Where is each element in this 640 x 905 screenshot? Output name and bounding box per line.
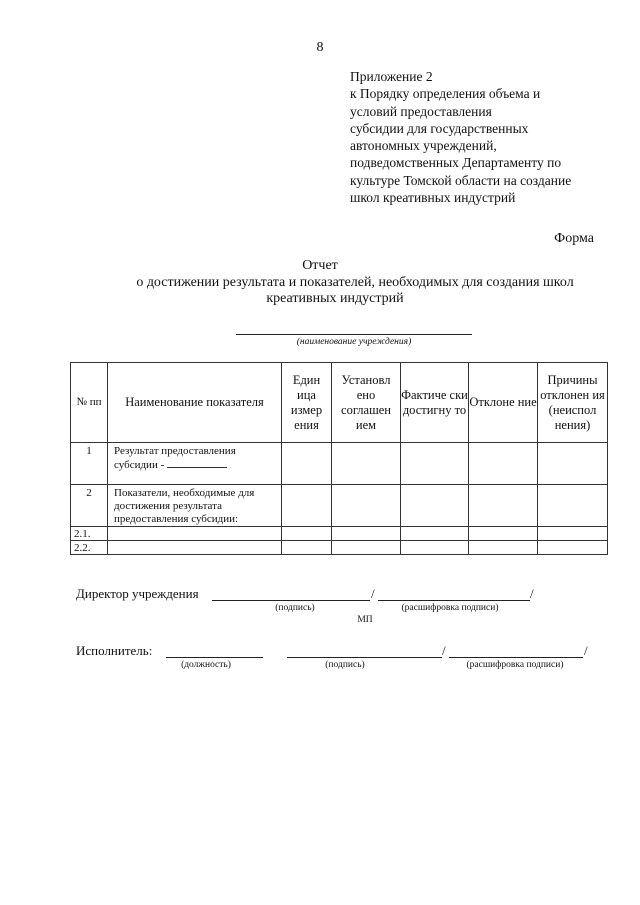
executor-signature-line[interactable] — [287, 657, 442, 658]
table-cell[interactable] — [282, 443, 332, 485]
table-cell[interactable] — [332, 527, 401, 541]
table-cell[interactable] — [108, 541, 282, 555]
director-signature-line[interactable] — [212, 600, 370, 601]
decoding-caption: (расшифровка подписи) — [466, 660, 564, 670]
table-cell[interactable] — [332, 485, 401, 527]
title-line-2: о достижении результата и показателей, необходимых для создания школ — [136, 274, 574, 290]
annex-header — [350, 68, 610, 206]
stamp-mark: МП — [357, 615, 373, 625]
signature-caption: (подпись) — [275, 603, 315, 613]
table-cell[interactable] — [282, 541, 332, 555]
annex-line: субсидии для государственных — [350, 120, 529, 136]
slash-separator: / — [442, 643, 446, 658]
table-cell[interactable] — [282, 485, 332, 527]
header-cell: Наименование показателя — [108, 363, 282, 443]
annex-line: подведомственных Департаменту по — [350, 155, 562, 171]
signature-caption: (подпись) — [325, 660, 365, 670]
table-cell[interactable] — [538, 443, 608, 485]
table-cell[interactable] — [401, 443, 469, 485]
annex-line: к Порядку определения объема и — [350, 86, 541, 102]
page-number: 8 — [316, 40, 324, 55]
annex-line: школ креативных индустрий — [350, 190, 516, 206]
table-cell[interactable] — [332, 541, 401, 555]
form-label: Форма — [554, 231, 594, 246]
table-row — [71, 541, 608, 555]
fill-in-line — [167, 458, 227, 468]
table-cell[interactable] — [538, 527, 608, 541]
title-line-1: Отчет — [302, 258, 338, 273]
annex-line: культуре Томской области на создание — [350, 172, 572, 188]
annex-line: условий предоставления — [350, 103, 492, 119]
executor-position-line[interactable] — [166, 657, 263, 658]
table-header-row — [71, 363, 608, 443]
table-cell[interactable] — [469, 443, 538, 485]
report-title — [0, 258, 640, 308]
table-cell[interactable] — [538, 541, 608, 555]
header-cell: Един ица измер ения — [282, 363, 332, 443]
slash-separator: / — [530, 586, 534, 601]
institution-caption: (наименование учреждения) — [296, 337, 412, 347]
header-cell: Установл ено соглашен ием — [332, 363, 401, 443]
row-number: 2 — [71, 485, 108, 527]
slash-separator: / — [584, 643, 588, 658]
table-row — [71, 527, 608, 541]
row-number: 2.2. — [71, 541, 108, 555]
row-number: 1 — [71, 443, 108, 485]
annex-line: Приложение 2 — [350, 69, 433, 84]
table-cell[interactable] — [401, 485, 469, 527]
table-cell[interactable] — [282, 527, 332, 541]
table-row — [71, 443, 608, 485]
decoding-caption: (расшифровка подписи) — [401, 603, 499, 613]
table-cell[interactable] — [332, 443, 401, 485]
row-number: 2.1. — [71, 527, 108, 541]
position-caption: (должность) — [181, 660, 231, 670]
table-cell[interactable] — [469, 485, 538, 527]
header-cell: Причины отклонен ия (неиспол нения) — [538, 363, 608, 443]
executor-decoding-line[interactable] — [449, 657, 583, 658]
director-label: Директор учреждения — [76, 586, 199, 601]
title-line-3: креативных индустрий — [266, 291, 404, 306]
director-decoding-line[interactable] — [378, 600, 530, 601]
header-cell: № пп — [71, 363, 108, 443]
table-cell[interactable] — [108, 527, 282, 541]
table-cell[interactable] — [469, 541, 538, 555]
header-cell: Отклоне ние — [469, 363, 538, 443]
report-table — [70, 362, 608, 555]
row-indicator-text: Результат предоставления субсидии - — [114, 445, 236, 471]
table-cell[interactable] — [401, 527, 469, 541]
table-cell[interactable] — [401, 541, 469, 555]
executor-label: Исполнитель: — [76, 643, 153, 658]
institution-name-line — [236, 333, 472, 335]
table-cell[interactable] — [538, 485, 608, 527]
slash-separator: / — [371, 586, 375, 601]
row-indicator — [108, 443, 282, 485]
row-indicator: Показатели, необходимые для достижения результата предоставления субсидии: — [108, 485, 282, 527]
header-cell: Фактиче ски достигну то — [401, 363, 469, 443]
annex-line: автономных учреждений, — [350, 138, 497, 154]
table-cell[interactable] — [469, 527, 538, 541]
table-row — [71, 485, 608, 527]
